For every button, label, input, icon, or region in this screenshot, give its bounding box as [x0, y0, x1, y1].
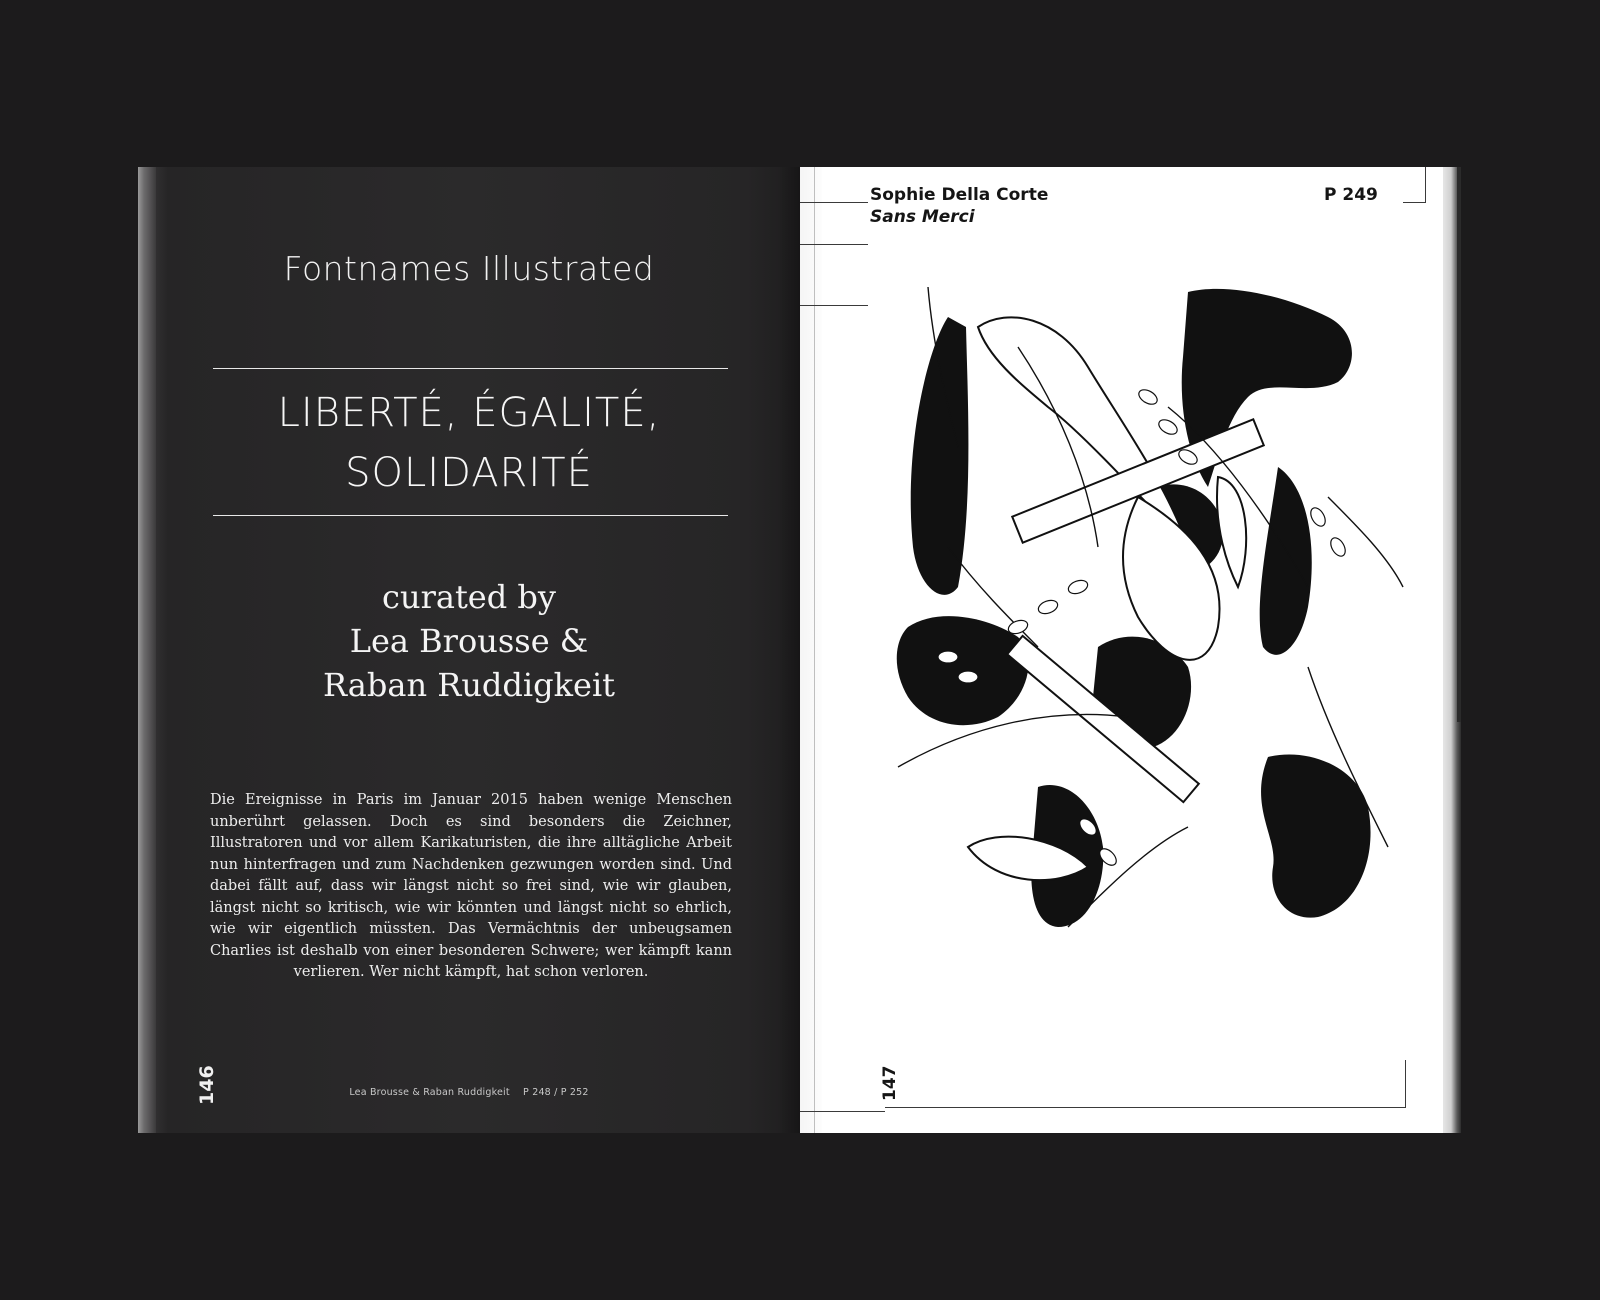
ink-illustration [888, 287, 1408, 947]
page-number-right: 147 [880, 1065, 900, 1101]
crop-line [1425, 167, 1426, 203]
running-footer [138, 1087, 800, 1098]
section-label: Fontnames Illustrated [283, 249, 655, 288]
footer-page-refs: P 248 / P 252 [523, 1087, 589, 1098]
title-rule-top [213, 368, 728, 369]
page-reference: P 249 [1324, 185, 1378, 205]
gutter-edge [800, 167, 822, 1133]
page-edge-shadow [1457, 167, 1461, 722]
artist-name: Sophie Della Corte [870, 185, 1049, 205]
crop-line [885, 1107, 1405, 1108]
right-page [800, 167, 1461, 1133]
title-rule-bottom [213, 515, 728, 516]
crop-line [800, 244, 868, 245]
book-spread [138, 167, 1461, 1133]
page-title: LIBERTÉ, ÉGALITÉ, SOLIDARITÉ [277, 390, 661, 496]
crop-line [800, 202, 868, 203]
footer-names: Lea Brousse & Raban Ruddigkeit [349, 1087, 510, 1098]
curator-credit: curated by Lea Brousse & Raban Ruddigkeit [322, 578, 616, 704]
crop-line [1405, 1060, 1406, 1108]
gutter-shadow [778, 167, 800, 1133]
font-name: Sans Merci [870, 207, 975, 227]
crop-line [800, 305, 868, 306]
crop-line [1403, 202, 1425, 203]
left-page [138, 167, 800, 1133]
page-number-left: 146 [196, 1065, 218, 1105]
intro-paragraph: Die Ereignisse in Paris im Januar 2015 haben wenige Menschen unberührt gelassen. Doch es sind besonders die Zeichner, Illustratoren und vor allem Karikaturisten, die ihre alltägliche Arbeit nun hinterfragen und zum Nachdenken gezwungen worden sind. Und dabei fällt auf, dass wir längst nicht so frei sind, wie wir glauben, längst nicht so kritisch, wie wir könnten und längst nicht so ehrlich, wie wir eigentlich müssten. Das Vermächtnis der unbeugsamen Charlies ist deshalb von einer besonderen Schwere; wer kämpft kann verlieren. Wer nicht kämpft, hat schon verloren. [210, 792, 732, 980]
crop-line [800, 1111, 885, 1112]
